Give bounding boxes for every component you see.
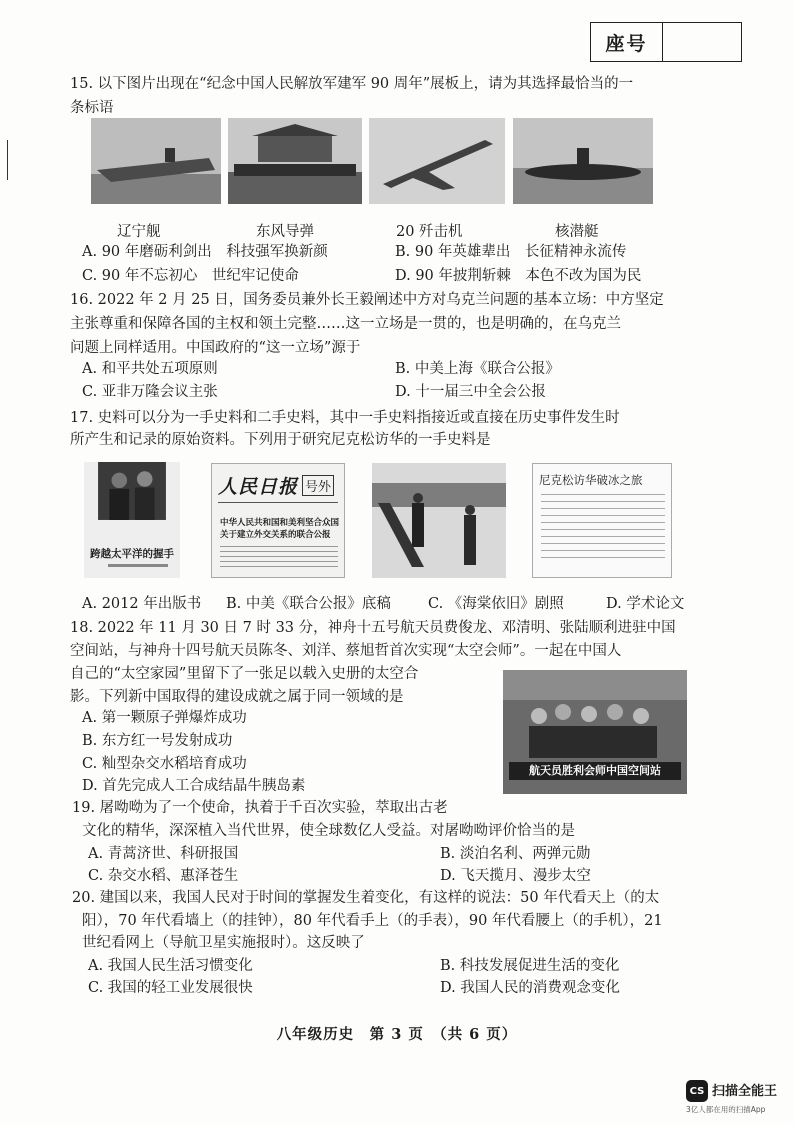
q15-photo-nuclear-submarine	[513, 118, 653, 204]
newspaper-body-text	[220, 546, 338, 570]
q15-caption-2: 东风导弹	[256, 224, 314, 240]
submarine-icon	[513, 118, 653, 204]
q16-option-a: A. 和平共处五项原则	[82, 361, 218, 377]
q18-stem-line-4: 影。下列新中国取得的建设成就之属于同一领域的是	[70, 689, 404, 705]
q18-photo-caption: 航天员胜利会师中国空间站	[509, 762, 681, 780]
q18-stem-line-3: 自己的“太空家园”里留下了一张足以载入史册的太空合	[70, 666, 419, 682]
q15-option-a: A. 90 年磨砺利剑出 科技强军换新颜	[82, 244, 328, 260]
q15-option-c: C. 90 年不忘初心 世纪牢记使命	[82, 268, 299, 284]
binding-line	[0, 140, 8, 180]
airplane-stairs-icon	[372, 463, 506, 578]
newspaper-headline-1: 中华人民共和国和美利坚合众国	[220, 518, 340, 528]
q20-stem-line-1: 20. 建国以来，我国人民对于时间的掌握发生着变化，有这样的说法：50 年代看天上（的太	[72, 890, 660, 906]
q20-stem-line-2: 阳），70 年代看墙上（的挂钟），80 年代看手上（的手表），90 年代看腰上（的手机），21	[82, 913, 663, 929]
q17-photo-academic-paper	[532, 463, 672, 578]
q17-photo-book-cover	[84, 462, 180, 578]
q15-caption-4: 核潜艇	[555, 224, 599, 240]
seat-number-blank	[663, 23, 741, 61]
missile-parade-icon	[228, 118, 362, 204]
seat-number-label: 座号	[591, 23, 663, 61]
q15-caption-3: 20 歼击机	[396, 224, 463, 240]
q18-stem-line-1: 18. 2022 年 11 月 30 日 7 时 33 分，神舟十五号航天员费俊龙、邓清明、张陆顺利进驻中国	[70, 620, 676, 636]
page-footer: 八年级历史 第 3 页 （共 6 页）	[276, 1026, 518, 1043]
q20-option-b: B. 科技发展促进生活的变化	[440, 958, 620, 974]
q17-option-b: B. 中美《联合公报》底稿	[226, 596, 391, 612]
q16-stem-line-1: 16. 2022 年 2 月 25 日，国务委员兼外长王毅阐述中方对乌克兰问题的基本立场：中方坚定	[70, 292, 664, 308]
aircraft-carrier-icon	[91, 118, 221, 204]
q15-photo-liaoning-carrier	[91, 118, 221, 204]
q18-stem-line-2: 空间站，与神舟十四号航天员陈冬、刘洋、蔡旭哲首次实现“太空会师”。一起在中国人	[70, 643, 622, 659]
q16-option-d: D. 十一届三中全会公报	[395, 384, 546, 400]
newspaper-extra-label: 号外	[302, 475, 334, 496]
q17-stem-line-1: 17. 史料可以分为一手史料和二手史料，其中一手史料指接近或直接在历史事件发生时	[70, 410, 620, 426]
q19-option-b: B. 淡泊名利、两弹元勋	[440, 846, 591, 862]
newspaper-masthead: 人民日报	[218, 476, 299, 498]
q15-photo-j20-fighter	[369, 118, 505, 204]
q18-photo-space-station	[503, 670, 687, 794]
q18-option-a: A. 第一颗原子弹爆炸成功	[82, 710, 247, 726]
q15-stem-line-1: 15. 以下图片出现在“纪念中国人民解放军建军 90 周年”展板上，请为其选择最恰当的一	[70, 76, 634, 92]
q17-book-title: 跨越太平洋的握手	[90, 548, 174, 560]
q17-option-a: A. 2012 年出版书	[82, 596, 202, 612]
seat-number-box	[590, 22, 742, 62]
q18-option-d: D. 首先完成人工合成结晶牛胰岛素	[82, 778, 306, 794]
q19-option-a: A. 青蒿济世、科研报国	[88, 846, 239, 862]
paper-title: 尼克松访华破冰之旅	[539, 473, 643, 487]
camscanner-logo-icon: CS	[686, 1080, 708, 1102]
q20-option-d: D. 我国人民的消费观念变化	[440, 980, 620, 996]
newspaper-headline-2: 关于建立外交关系的联合公报	[220, 530, 331, 540]
q18-option-c: C. 籼型杂交水稻培育成功	[82, 756, 247, 772]
q16-stem-line-3: 问题上同样适用。中国政府的“这一立场”源于	[70, 340, 361, 356]
q15-stem-line-2: 条标语	[70, 100, 114, 116]
q20-stem-line-3: 世纪看网上（导航卫星实施报时）。这反映了	[82, 935, 365, 951]
q20-option-c: C. 我国的轻工业发展很快	[88, 980, 253, 996]
q17-photo-communique-draft	[211, 463, 345, 578]
paper-body-text	[541, 494, 665, 564]
q20-option-a: A. 我国人民生活习惯变化	[88, 958, 253, 974]
q17-book-subtitle-bar	[108, 564, 168, 567]
q17-photo-drama-still	[372, 463, 506, 578]
q17-option-d: D. 学术论文	[606, 596, 685, 612]
handshake-photo-icon	[84, 462, 180, 544]
q16-option-c: C. 亚非万隆会议主张	[82, 384, 218, 400]
q17-stem-line-2: 所产生和记录的原始资料。下列用于研究尼克松访华的一手史料是	[70, 432, 491, 448]
q18-option-b: B. 东方红一号发射成功	[82, 733, 233, 749]
q16-stem-line-2: 主张尊重和保障各国的主权和领土完整……这一立场是一贯的，也是明确的，在乌克兰	[70, 316, 621, 332]
q15-photo-dongfeng-missile	[228, 118, 362, 204]
q19-stem-line-2: 文化的精华，深深植入当代世界，使全球数亿人受益。对屠呦呦评价恰当的是	[82, 823, 575, 839]
fighter-jet-icon	[369, 118, 505, 204]
q19-option-d: D. 飞天揽月、漫步太空	[440, 868, 591, 884]
q15-option-b: B. 90 年英雄辈出 长征精神永流传	[395, 244, 627, 260]
camscanner-subtitle: 3亿人都在用的扫描App	[686, 1105, 766, 1114]
q15-caption-1: 辽宁舰	[117, 224, 161, 240]
camscanner-name: 扫描全能王	[712, 1084, 778, 1099]
newspaper-rule	[218, 502, 338, 503]
q19-option-c: C. 杂交水稻、惠泽苍生	[88, 868, 239, 884]
q19-stem-line-1: 19. 屠呦呦为了一个使命，执着于千百次实验，萃取出古老	[72, 800, 448, 816]
q16-option-b: B. 中美上海《联合公报》	[395, 361, 560, 377]
q17-option-c: C. 《海棠依旧》剧照	[428, 596, 564, 612]
q15-option-d: D. 90 年披荆斩棘 本色不改为国为民	[395, 268, 642, 284]
